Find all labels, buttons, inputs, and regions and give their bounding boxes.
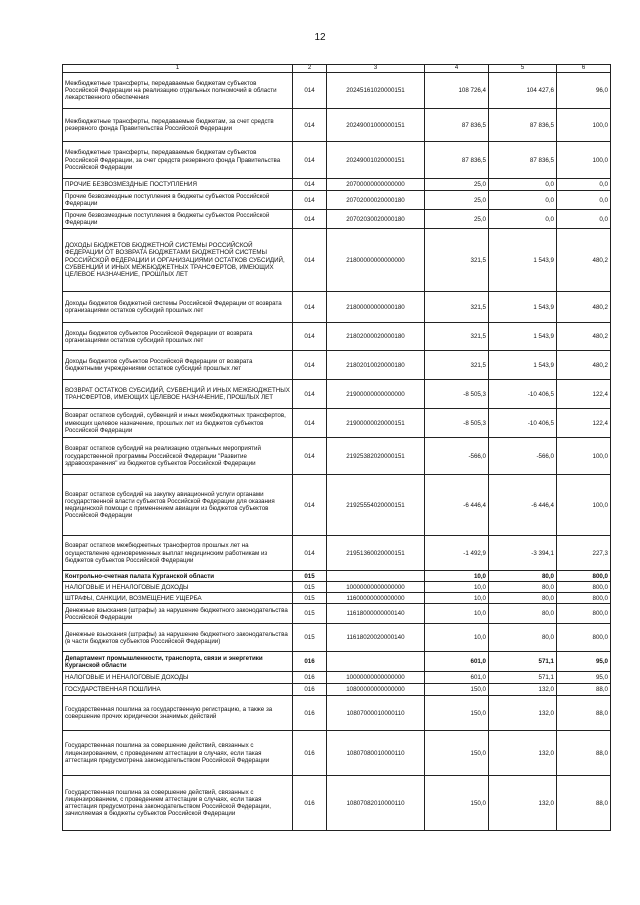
row-kbk-cell: 20702030020000180 xyxy=(327,210,425,229)
table-row xyxy=(63,624,611,652)
row-fact-cell: 80,0 xyxy=(489,571,557,582)
row-code-cell: 016 xyxy=(293,696,327,731)
table-row xyxy=(63,210,611,229)
row-percent-cell: 480,2 xyxy=(557,229,611,292)
row-name-cell: Доходы бюджетов субъектов Российской Федерации от возврата бюджетными учреждениями остатков субсидий прошлых лет xyxy=(63,351,293,380)
row-name-cell: Возврат остатков субсидий, субвенций и иных межбюджетных трансфертов, имеющих целевое назначение, прошлых лет из бюджетов субъектов Российской Федерации xyxy=(63,409,293,438)
row-percent-cell: 0,0 xyxy=(557,179,611,191)
row-name-cell: Прочие безвозмездные поступления в бюджеты субъектов Российской Федерации xyxy=(63,191,293,210)
row-plan-cell: 87 836,5 xyxy=(425,109,489,142)
row-percent-cell: 122,4 xyxy=(557,409,611,438)
row-fact-cell: 132,0 xyxy=(489,731,557,776)
row-plan-cell: 321,5 xyxy=(425,351,489,380)
row-fact-cell: 80,0 xyxy=(489,624,557,652)
row-code-cell: 014 xyxy=(293,179,327,191)
row-name-cell: Денежные взыскания (штрафы) за нарушение бюджетного законодательства Российской Федерации xyxy=(63,604,293,624)
table-row xyxy=(63,323,611,351)
row-kbk-cell: 21925382020000151 xyxy=(327,438,425,475)
row-fact-cell: -6 446,4 xyxy=(489,475,557,536)
row-plan-cell: 10,0 xyxy=(425,624,489,652)
row-plan-cell: 10,0 xyxy=(425,571,489,582)
row-kbk-cell: 11618000000000140 xyxy=(327,604,425,624)
row-percent-cell: 800,0 xyxy=(557,582,611,593)
table-row xyxy=(63,731,611,776)
row-plan-cell: 87 836,5 xyxy=(425,142,489,179)
col-header-plan: 4 xyxy=(425,65,489,73)
table-row xyxy=(63,652,611,672)
row-fact-cell: 80,0 xyxy=(489,593,557,604)
revenue-table xyxy=(62,64,611,831)
table-row xyxy=(63,351,611,380)
row-plan-cell: 25,0 xyxy=(425,179,489,191)
row-percent-cell: 0,0 xyxy=(557,191,611,210)
row-code-cell: 016 xyxy=(293,731,327,776)
row-percent-cell: 480,2 xyxy=(557,351,611,380)
row-code-cell: 014 xyxy=(293,380,327,409)
table-row xyxy=(63,179,611,191)
row-kbk-cell: 20249001000000151 xyxy=(327,109,425,142)
row-fact-cell: 0,0 xyxy=(489,210,557,229)
row-kbk-cell: 21951360020000151 xyxy=(327,536,425,571)
table-row xyxy=(63,536,611,571)
row-kbk-cell: 21925554020000151 xyxy=(327,475,425,536)
row-plan-cell: 150,0 xyxy=(425,684,489,696)
header-row xyxy=(63,65,611,73)
row-plan-cell: -6 446,4 xyxy=(425,475,489,536)
row-code-cell: 016 xyxy=(293,684,327,696)
row-name-cell: Возврат остатков субсидий на реализацию отдельных мероприятий государственной программы Российской Федерации "Развитие здравоохранения" из бюджетов субъектов Российской Федерации xyxy=(63,438,293,475)
row-fact-cell: 571,1 xyxy=(489,672,557,684)
row-percent-cell: 95,0 xyxy=(557,652,611,672)
row-code-cell: 014 xyxy=(293,409,327,438)
row-name-cell: Возврат остатков межбюджетных трансфертов прошлых лет на осуществление единовременных выплат медицинским работникам из бюджетов субъектов Российской Федерации xyxy=(63,536,293,571)
row-name-cell: ГОСУДАРСТВЕННАЯ ПОШЛИНА xyxy=(63,684,293,696)
row-code-cell: 014 xyxy=(293,109,327,142)
row-plan-cell: 25,0 xyxy=(425,210,489,229)
row-name-cell: Межбюджетные трансферты, передаваемые бюджетам, за счет средств резервного фонда Правительства Российской Федерации xyxy=(63,109,293,142)
col-header-name: 1 xyxy=(63,65,293,73)
col-header-kbk: 3 xyxy=(327,65,425,73)
row-plan-cell: 10,0 xyxy=(425,593,489,604)
row-percent-cell: 88,0 xyxy=(557,684,611,696)
row-code-cell: 014 xyxy=(293,210,327,229)
table-row xyxy=(63,142,611,179)
row-percent-cell: 800,0 xyxy=(557,624,611,652)
row-name-cell: Департамент промышленности, транспорта, связи и энергетики Курганской области xyxy=(63,652,293,672)
table-row xyxy=(63,475,611,536)
row-plan-cell: 321,5 xyxy=(425,292,489,323)
row-name-cell: Контрольно-счетная палата Курганской области xyxy=(63,571,293,582)
row-kbk-cell: 10800000000000000 xyxy=(327,684,425,696)
table-row xyxy=(63,696,611,731)
row-kbk-cell: 20249001020000151 xyxy=(327,142,425,179)
row-kbk-cell: 21800000000000000 xyxy=(327,229,425,292)
table-row xyxy=(63,380,611,409)
row-fact-cell: 0,0 xyxy=(489,191,557,210)
row-name-cell: Прочие безвозмездные поступления в бюджеты субъектов Российской Федерации xyxy=(63,210,293,229)
row-kbk-cell xyxy=(327,571,425,582)
row-kbk-cell: 20245161020000151 xyxy=(327,73,425,109)
table-row xyxy=(63,73,611,109)
row-kbk-cell: 21802000020000180 xyxy=(327,323,425,351)
row-name-cell: НАЛОГОВЫЕ И НЕНАЛОГОВЫЕ ДОХОДЫ xyxy=(63,672,293,684)
row-name-cell: ПРОЧИЕ БЕЗВОЗМЕЗДНЫЕ ПОСТУПЛЕНИЯ xyxy=(63,179,293,191)
row-code-cell: 014 xyxy=(293,438,327,475)
row-kbk-cell: 21800000000000180 xyxy=(327,292,425,323)
row-fact-cell: -566,0 xyxy=(489,438,557,475)
row-code-cell: 014 xyxy=(293,292,327,323)
row-name-cell: Государственная пошлина за совершение действий, связанных с лицензированием, с проведением аттестации в случаях, если такая аттестация предусмотрена законодательством Российской Федерации xyxy=(63,731,293,776)
row-plan-cell: 321,5 xyxy=(425,323,489,351)
row-kbk-cell: 21900000000000000 xyxy=(327,380,425,409)
table-body xyxy=(63,73,611,831)
row-percent-cell: 480,2 xyxy=(557,323,611,351)
row-percent-cell: 100,0 xyxy=(557,475,611,536)
row-kbk-cell: 10807000010000110 xyxy=(327,696,425,731)
row-fact-cell: -10 406,5 xyxy=(489,409,557,438)
row-name-cell: Денежные взыскания (штрафы) за нарушение бюджетного законодательства (в части бюджетов субъектов Российской Федерации) xyxy=(63,624,293,652)
row-fact-cell: -3 394,1 xyxy=(489,536,557,571)
row-plan-cell: 321,5 xyxy=(425,229,489,292)
table-row xyxy=(63,684,611,696)
row-code-cell: 016 xyxy=(293,652,327,672)
col-header-fact: 5 xyxy=(489,65,557,73)
row-plan-cell: -8 505,3 xyxy=(425,409,489,438)
row-code-cell: 015 xyxy=(293,571,327,582)
row-name-cell: Государственная пошлина за государственную регистрацию, а также за совершение прочих юридически значимых действий xyxy=(63,696,293,731)
table-row xyxy=(63,593,611,604)
row-kbk-cell: 20700000000000000 xyxy=(327,179,425,191)
row-name-cell: ШТРАФЫ, САНКЦИИ, ВОЗМЕЩЕНИЕ УЩЕРБА xyxy=(63,593,293,604)
row-name-cell: Возврат остатков субсидий на закупку авиационной услуги органами государственной власти субъектов Российской Федерации для оказания медицинской помощи с применением авиации из бюджетов субъектов Российской Федерации xyxy=(63,475,293,536)
row-code-cell: 014 xyxy=(293,323,327,351)
table-row xyxy=(63,191,611,210)
table-row xyxy=(63,776,611,831)
row-plan-cell: 150,0 xyxy=(425,776,489,831)
table-row xyxy=(63,409,611,438)
row-fact-cell: 1 543,9 xyxy=(489,323,557,351)
row-fact-cell: 1 543,9 xyxy=(489,292,557,323)
row-code-cell: 016 xyxy=(293,672,327,684)
row-percent-cell: 88,0 xyxy=(557,696,611,731)
row-fact-cell: 571,1 xyxy=(489,652,557,672)
row-fact-cell: 132,0 xyxy=(489,776,557,831)
row-kbk-cell: 21802010020000180 xyxy=(327,351,425,380)
col-header-code: 2 xyxy=(293,65,327,73)
row-code-cell: 015 xyxy=(293,604,327,624)
row-percent-cell: 100,0 xyxy=(557,438,611,475)
table-row xyxy=(63,292,611,323)
row-name-cell: Межбюджетные трансферты, передаваемые бюджетам субъектов Российской Федерации на реализацию отдельных полномочий в области лекарственного обеспечения xyxy=(63,73,293,109)
row-name-cell: ВОЗВРАТ ОСТАТКОВ СУБСИДИЙ, СУБВЕНЦИЙ И ИНЫХ МЕЖБЮДЖЕТНЫХ ТРАНСФЕРТОВ, ИМЕЮЩИХ ЦЕЛЕВОЕ НАЗНАЧЕНИЕ, ПРОШЛЫХ ЛЕТ xyxy=(63,380,293,409)
row-fact-cell: 80,0 xyxy=(489,604,557,624)
row-plan-cell: 10,0 xyxy=(425,604,489,624)
table-row xyxy=(63,604,611,624)
row-name-cell: НАЛОГОВЫЕ И НЕНАЛОГОВЫЕ ДОХОДЫ xyxy=(63,582,293,593)
table-row xyxy=(63,229,611,292)
row-kbk-cell xyxy=(327,652,425,672)
row-kbk-cell: 10000000000000000 xyxy=(327,582,425,593)
row-percent-cell: 0,0 xyxy=(557,210,611,229)
table-row xyxy=(63,571,611,582)
row-code-cell: 015 xyxy=(293,582,327,593)
table-row xyxy=(63,672,611,684)
row-percent-cell: 800,0 xyxy=(557,571,611,582)
row-percent-cell: 100,0 xyxy=(557,142,611,179)
row-plan-cell: 25,0 xyxy=(425,191,489,210)
row-plan-cell: -8 505,3 xyxy=(425,380,489,409)
row-kbk-cell: 11618020020000140 xyxy=(327,624,425,652)
row-plan-cell: 150,0 xyxy=(425,696,489,731)
col-header-percent: 6 xyxy=(557,65,611,73)
row-fact-cell: 1 543,9 xyxy=(489,229,557,292)
row-code-cell: 014 xyxy=(293,142,327,179)
row-percent-cell: 95,0 xyxy=(557,672,611,684)
table-row xyxy=(63,582,611,593)
table-row xyxy=(63,109,611,142)
row-code-cell: 014 xyxy=(293,229,327,292)
row-name-cell: Доходы бюджетов бюджетной системы Российской Федерации от возврата организациями остатков субсидий прошлых лет xyxy=(63,292,293,323)
row-fact-cell: 1 543,9 xyxy=(489,351,557,380)
row-kbk-cell: 21900000020000151 xyxy=(327,409,425,438)
row-percent-cell: 227,3 xyxy=(557,536,611,571)
row-plan-cell: 150,0 xyxy=(425,731,489,776)
row-fact-cell: 104 427,6 xyxy=(489,73,557,109)
row-name-cell: Межбюджетные трансферты, передаваемые бюджетам субъектов Российской Федерации, за счет средств резервного фонда Правительства Российской Федерации xyxy=(63,142,293,179)
row-code-cell: 014 xyxy=(293,351,327,380)
row-percent-cell: 96,0 xyxy=(557,73,611,109)
row-kbk-cell: 10807080010000110 xyxy=(327,731,425,776)
row-plan-cell: 10,0 xyxy=(425,582,489,593)
row-code-cell: 014 xyxy=(293,73,327,109)
row-percent-cell: 88,0 xyxy=(557,776,611,831)
row-name-cell: ДОХОДЫ БЮДЖЕТОВ БЮДЖЕТНОЙ СИСТЕМЫ РОССИЙСКОЙ ФЕДЕРАЦИИ ОТ ВОЗВРАТА БЮДЖЕТАМИ БЮДЖЕТНОЙ СИСТЕМЫ РОССИЙСКОЙ ФЕДЕРАЦИИ И ОРГАНИЗАЦИЯМИ ОСТАТКОВ СУБСИДИЙ, СУБВЕНЦИЙ И ИНЫХ МЕЖБЮДЖЕТНЫХ ТРАНСФЕРТОВ, ИМЕЮЩИХ ЦЕЛЕВОЕ НАЗНАЧЕНИЕ, ПРОШЛЫХ ЛЕТ xyxy=(63,229,293,292)
row-fact-cell: 80,0 xyxy=(489,582,557,593)
row-code-cell: 015 xyxy=(293,593,327,604)
row-kbk-cell: 10000000000000000 xyxy=(327,672,425,684)
page-number: 12 xyxy=(314,32,326,43)
row-fact-cell: 87 836,5 xyxy=(489,109,557,142)
row-kbk-cell: 20702000020000180 xyxy=(327,191,425,210)
row-percent-cell: 800,0 xyxy=(557,604,611,624)
row-code-cell: 015 xyxy=(293,624,327,652)
row-plan-cell: 601,0 xyxy=(425,672,489,684)
row-fact-cell: -10 406,5 xyxy=(489,380,557,409)
row-fact-cell: 132,0 xyxy=(489,684,557,696)
row-code-cell: 016 xyxy=(293,776,327,831)
row-plan-cell: -566,0 xyxy=(425,438,489,475)
row-percent-cell: 480,2 xyxy=(557,292,611,323)
row-percent-cell: 100,0 xyxy=(557,109,611,142)
row-fact-cell: 0,0 xyxy=(489,179,557,191)
row-percent-cell: 122,4 xyxy=(557,380,611,409)
row-percent-cell: 88,0 xyxy=(557,731,611,776)
row-plan-cell: 601,0 xyxy=(425,652,489,672)
row-plan-cell: 108 726,4 xyxy=(425,73,489,109)
row-kbk-cell: 11600000000000000 xyxy=(327,593,425,604)
row-name-cell: Государственная пошлина за совершение действий, связанных с лицензированием, с проведением аттестации в случаях, если такая аттестация предусмотрена законодательством Российской Федерации, зачисляемая в бюджеты субъектов Российской Федерации xyxy=(63,776,293,831)
row-code-cell: 014 xyxy=(293,536,327,571)
row-fact-cell: 87 836,5 xyxy=(489,142,557,179)
row-percent-cell: 800,0 xyxy=(557,593,611,604)
row-fact-cell: 132,0 xyxy=(489,696,557,731)
row-code-cell: 014 xyxy=(293,475,327,536)
row-plan-cell: -1 492,9 xyxy=(425,536,489,571)
row-kbk-cell: 10807082010000110 xyxy=(327,776,425,831)
table-row xyxy=(63,438,611,475)
row-name-cell: Доходы бюджетов субъектов Российской Федерации от возврата организациями остатков субсидий прошлых лет xyxy=(63,323,293,351)
row-code-cell: 014 xyxy=(293,191,327,210)
